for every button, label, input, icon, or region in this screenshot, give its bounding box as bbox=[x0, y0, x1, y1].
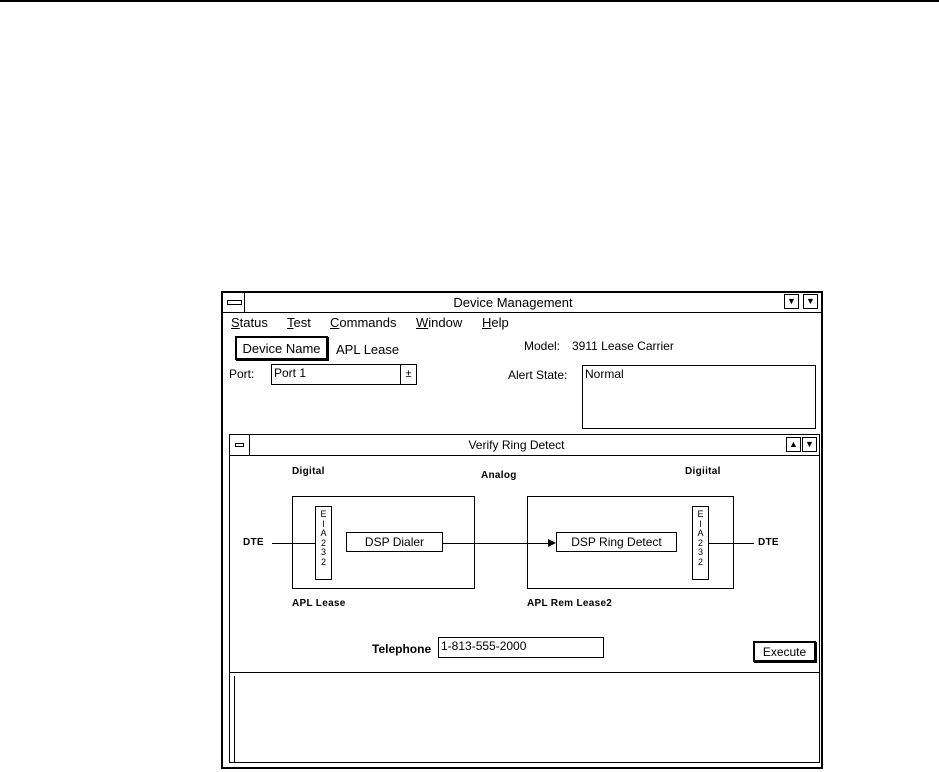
alert-state-field: Normal bbox=[582, 365, 816, 429]
model-value: 3911 Lease Carrier bbox=[572, 339, 674, 353]
port-select-value: Port 1 bbox=[274, 366, 307, 380]
device-name-value: APL Lease bbox=[336, 342, 400, 357]
menu-status[interactable]: Status bbox=[231, 315, 268, 330]
right-eia232-connector: E I A 2 3 2 bbox=[692, 506, 709, 580]
menu-window[interactable]: Window bbox=[416, 315, 463, 330]
telephone-input[interactable]: 1-813-555-2000 bbox=[438, 637, 604, 658]
child-maximize-icon[interactable]: ▲ bbox=[786, 437, 801, 452]
child-minimize-icon[interactable]: ▼ bbox=[802, 437, 817, 452]
right-digital-label: Digiital bbox=[685, 466, 721, 477]
verify-ring-detect-window bbox=[229, 434, 820, 763]
child-system-menu-icon[interactable] bbox=[230, 435, 250, 455]
child-title-bar bbox=[230, 435, 819, 456]
analog-link bbox=[443, 543, 548, 544]
model-label: Model: bbox=[524, 339, 561, 353]
arrow-head-icon bbox=[548, 539, 556, 547]
menu-test[interactable]: Test bbox=[287, 315, 311, 330]
dsp-ring-detect-block: DSP Ring Detect bbox=[556, 532, 677, 552]
menu-bar bbox=[223, 313, 821, 331]
menu-commands[interactable]: Commands bbox=[330, 315, 397, 330]
analog-label: Analog bbox=[481, 470, 517, 481]
dropdown-arrow-icon[interactable]: ± bbox=[400, 365, 416, 384]
right-dte-label: DTE bbox=[758, 537, 779, 548]
minimize-icon[interactable]: ▼ bbox=[784, 294, 799, 309]
port-label: Port: bbox=[229, 367, 255, 381]
device-management-window bbox=[221, 291, 823, 769]
dsp-dialer-block: DSP Dialer bbox=[346, 532, 443, 552]
left-digital-label: Digital bbox=[292, 466, 325, 477]
right-device-name: APL Rem Lease2 bbox=[527, 598, 613, 609]
output-pane bbox=[230, 672, 819, 762]
system-menu-icon[interactable] bbox=[223, 293, 245, 312]
port-select[interactable] bbox=[271, 364, 417, 385]
left-dte-label: DTE bbox=[243, 537, 264, 548]
maximize-icon[interactable]: ▼ bbox=[803, 294, 818, 309]
execute-button[interactable]: Execute bbox=[753, 641, 816, 662]
left-eia232-connector: E I A 2 3 2 bbox=[315, 506, 332, 580]
left-device-name: APL Lease bbox=[292, 598, 346, 609]
right-dte-link bbox=[709, 543, 754, 544]
alert-state-label: Alert State: bbox=[508, 368, 568, 382]
page-top-rule bbox=[0, 0, 939, 2]
device-name-button[interactable]: Device Name bbox=[235, 336, 328, 360]
main-window-title: Device Management bbox=[453, 295, 573, 310]
main-title-bar bbox=[223, 293, 821, 313]
telephone-label: Telephone bbox=[372, 642, 432, 656]
child-window-title: Verify Ring Detect bbox=[468, 438, 565, 452]
left-dte-link bbox=[272, 543, 315, 544]
menu-help[interactable]: Help bbox=[482, 315, 509, 330]
